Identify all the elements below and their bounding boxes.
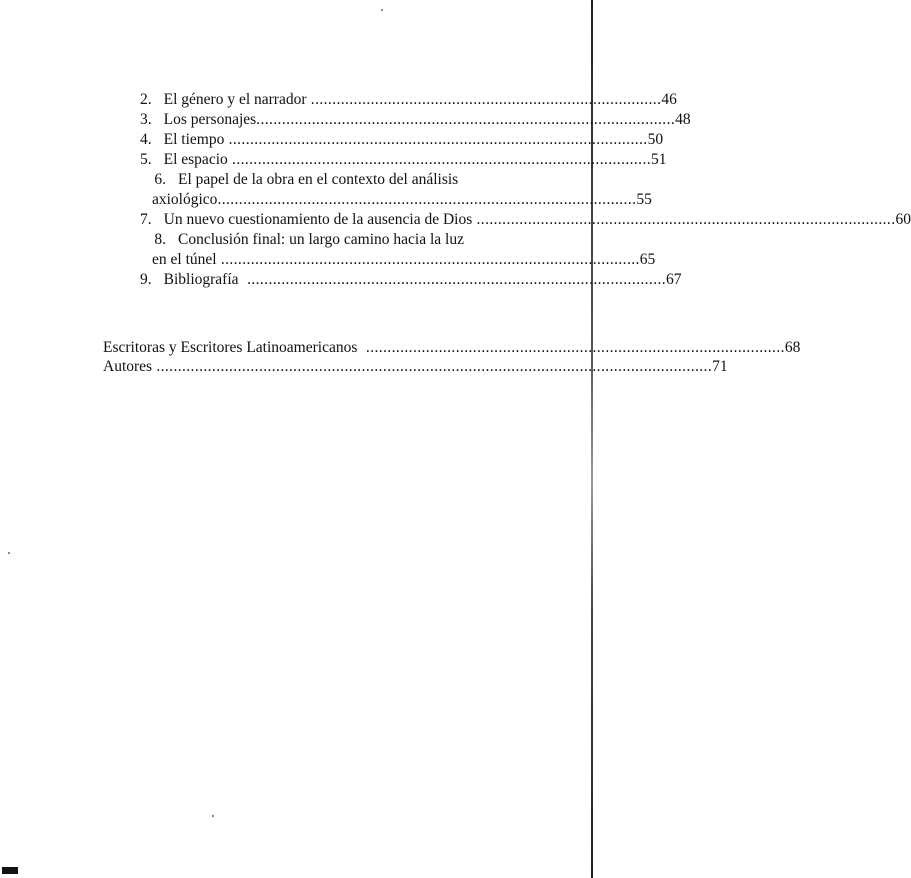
- toc-entry: [140, 170, 514, 190]
- toc-entry-title: Bibliografía: [163, 271, 239, 288]
- dot-leader: ..................................................................................................: [216, 251, 640, 268]
- toc-entry-number: 8.: [154, 231, 166, 248]
- toc-entry-title: El espacio: [163, 151, 228, 168]
- toc-entry-continuation: [140, 190, 652, 210]
- toc-entry-number: 7.: [140, 211, 152, 228]
- toc-entry-page: 48: [675, 111, 691, 128]
- toc-entry-page: 50: [647, 131, 664, 148]
- scan-speck: [381, 9, 383, 11]
- dot-leader: ..................................................................................: [306, 91, 662, 108]
- toc-main-entry-page: 71: [712, 358, 728, 375]
- toc-entry-title: El papel de la obra en el contexto del análisis: [178, 171, 459, 188]
- dot-leader: ..................................................................................................................................: [152, 358, 713, 375]
- dot-leader: ..................................................................................................: [238, 271, 667, 288]
- toc-entry-title: El género y el narrador: [163, 91, 307, 108]
- toc-entry: [140, 130, 664, 150]
- toc-entry-title-continuation: axiológico: [152, 191, 218, 208]
- toc-entry-number: 4.: [140, 131, 152, 148]
- toc-entry-number: 2.: [140, 91, 152, 108]
- toc-entry-page: 51: [651, 151, 667, 168]
- toc-entry: [140, 110, 691, 130]
- toc-entry-continuation: [140, 250, 656, 270]
- toc-entry-title: Un nuevo cuestionamiento de la ausencia de Dios: [163, 211, 473, 228]
- toc-main-entry: [103, 338, 801, 358]
- toc-entry: [140, 230, 514, 250]
- toc-entry-page: 60: [895, 211, 911, 228]
- toc-entry: [140, 90, 677, 110]
- scan-speck: [8, 552, 10, 554]
- toc-main-entry-page: 68: [784, 339, 801, 356]
- toc-entry-title: Los personajes: [163, 111, 257, 128]
- toc-main-entry-title: Autores: [103, 358, 153, 375]
- dot-leader: ..................................................................................................: [227, 151, 651, 168]
- toc-entry-title: Conclusión final: un largo camino hacia la luz: [178, 231, 464, 248]
- dot-leader: ..................................................................................................: [217, 191, 637, 208]
- toc-entry-page: 55: [636, 191, 652, 208]
- toc-entry-page: 67: [666, 271, 682, 288]
- toc-entry-number: 9.: [140, 271, 152, 288]
- toc-entry-number: 3.: [140, 111, 152, 128]
- toc-entry: [140, 270, 682, 290]
- dot-leader: ..................................................................................................: [224, 131, 648, 148]
- dot-leader: ..................................................................................................: [256, 111, 676, 128]
- toc-entry-page: 46: [661, 91, 677, 108]
- toc-entry-title: El tiempo: [163, 131, 225, 148]
- scan-corner-mark: [2, 867, 18, 874]
- dot-leader: ..................................................................................................: [357, 339, 785, 356]
- toc-entry: [140, 210, 911, 230]
- scan-speck: [212, 815, 214, 817]
- toc-entry: [140, 150, 667, 170]
- dot-leader: ..................................................................................................: [472, 211, 896, 228]
- toc-main-entry: [103, 357, 728, 377]
- toc-entry-number: 5.: [140, 151, 152, 168]
- toc-main-entry-title: Escritoras y Escritores Latinoamericanos: [103, 339, 358, 356]
- toc-entry-number: 6.: [154, 171, 166, 188]
- toc-entry-title-continuation: en el túnel: [152, 251, 217, 268]
- toc-entry-page: 65: [639, 251, 656, 268]
